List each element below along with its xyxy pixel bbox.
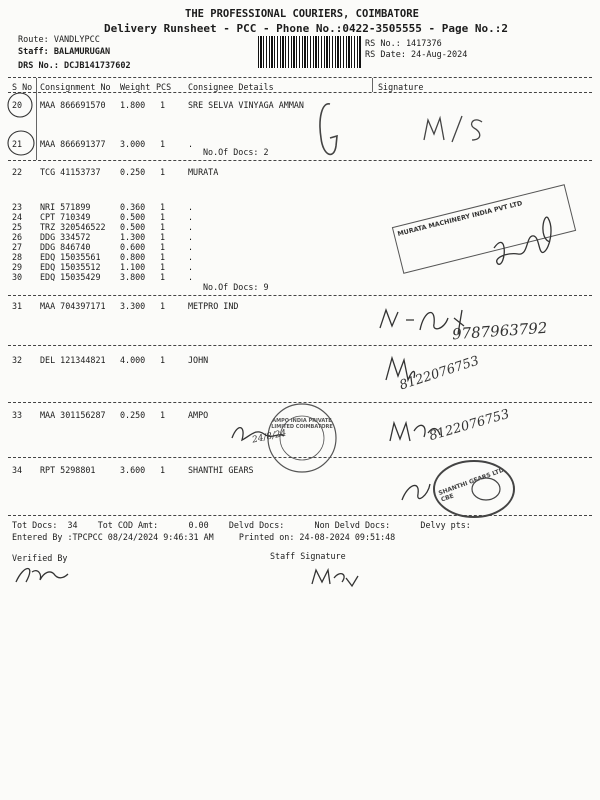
row-sno: 32 xyxy=(12,355,23,365)
staff: Staff: BALAMURUGAN xyxy=(18,47,111,57)
shanthi-signature xyxy=(396,470,436,510)
handwritten-phone-2: 8122076753 xyxy=(397,353,482,394)
row-consignee: JOHN xyxy=(188,355,209,365)
drs-number: DRS No.: DCJB141737602 xyxy=(18,61,131,71)
row-weight: 0.500 xyxy=(120,212,146,222)
murata-stamp: MURATA MACHINERY INDIA PVT LTD xyxy=(392,184,576,274)
row-sno: 23 xyxy=(12,202,23,212)
row-pcs: 1 xyxy=(160,252,166,262)
row-weight: 3.000 xyxy=(120,139,146,149)
row-consignment: CPT 710349 xyxy=(40,212,91,222)
row-pcs: 1 xyxy=(160,272,166,282)
totals-line: Tot Docs: 34 Tot COD Amt: 0.00 Delvd Docs: Non Delvd Docs: Delvy pts: xyxy=(12,520,471,530)
row-pcs: 1 xyxy=(160,202,166,212)
docs-count-note: No.Of Docs: 2 xyxy=(203,147,269,157)
col-divider xyxy=(372,78,373,92)
row-consignee: SRE SELVA VINYAGA AMMAN xyxy=(188,100,304,110)
row-sno: 33 xyxy=(12,410,23,420)
rs-date: RS Date: 24-Aug-2024 xyxy=(365,50,468,60)
row-sno: 31 xyxy=(12,301,23,311)
row-pcs: 1 xyxy=(160,262,166,272)
row-sno: 28 xyxy=(12,252,23,262)
staff-signature xyxy=(308,564,368,594)
row-pcs: 1 xyxy=(160,301,166,311)
row-sno: 22 xyxy=(12,167,23,177)
row-consignment: MAA 301156287 xyxy=(40,410,106,420)
route: Route: VANDLYPCC xyxy=(18,35,100,45)
row-consignment: DDG 334572 xyxy=(40,232,91,242)
row-weight: 1.100 xyxy=(120,262,146,272)
row-consignment: EDQ 15035429 xyxy=(40,272,101,282)
row-weight: 4.000 xyxy=(120,355,146,365)
col-header-pcs: PCS xyxy=(156,82,172,92)
row-pcs: 1 xyxy=(160,212,166,222)
row-pcs: 1 xyxy=(160,242,166,252)
row-weight: 0.500 xyxy=(120,222,146,232)
table-header-rule xyxy=(8,92,592,93)
row-pcs: 1 xyxy=(160,355,166,365)
row-weight: 0.250 xyxy=(120,410,146,420)
row-pcs: 1 xyxy=(160,100,166,110)
row-consignment: DDG 846740 xyxy=(40,242,91,252)
row-separator xyxy=(8,295,592,296)
row-consignment: MAA 866691570 xyxy=(40,100,106,110)
ampo-stamp-text: AMPO INDIA PRIVATE LIMITED COIMBATORE xyxy=(271,418,333,430)
row-consignment: MAA 866691377 xyxy=(40,139,106,149)
row-consignment: DEL 121344821 xyxy=(40,355,106,365)
row-weight: 0.360 xyxy=(120,202,146,212)
handwritten-initial xyxy=(312,98,352,168)
row-sno: 30 xyxy=(12,272,23,282)
shanthi-stamp-text: SHANTHI GEARS LTD CBE xyxy=(437,466,505,504)
handwritten-phone-3: 8122076753 xyxy=(427,406,512,445)
row-sno: 24 xyxy=(12,212,23,222)
row-consignee: MURATA xyxy=(188,167,219,177)
row-weight: 3.300 xyxy=(120,301,146,311)
row-consignee: . xyxy=(188,272,194,282)
row-sno: 29 xyxy=(12,262,23,272)
row-consignee: . xyxy=(188,222,194,232)
col-header-sno: S No xyxy=(12,82,33,92)
col-header-consignment: Consignment No xyxy=(40,82,111,92)
row-weight: 3.800 xyxy=(120,272,146,282)
row-pcs: 1 xyxy=(160,410,166,420)
docs-count-note: No.Of Docs: 9 xyxy=(203,282,269,292)
rs-number: RS No.: 1417376 xyxy=(365,39,442,49)
row-separator xyxy=(8,160,592,161)
murata-signature xyxy=(488,208,568,278)
ms-handwritten xyxy=(420,112,456,136)
row-consignment: TCG 41153737 xyxy=(40,167,101,177)
row-consignment: MAA 704397171 xyxy=(40,301,106,311)
row-sno: 34 xyxy=(12,465,23,475)
row-consignee: . xyxy=(188,232,194,242)
row-sno: 20 xyxy=(12,100,23,110)
row-weight: 0.250 xyxy=(120,167,146,177)
row-weight: 0.600 xyxy=(120,242,146,252)
row-pcs: 1 xyxy=(160,232,166,242)
verifier-signature xyxy=(12,560,72,590)
row-weight: 1.800 xyxy=(120,100,146,110)
row-consignee: . xyxy=(188,202,194,212)
row-weight: 3.600 xyxy=(120,465,146,475)
entered-by-line: Entered By :TPCPCC 08/24/2024 9:46:31 AM Printed on: 24-08-2024 09:51:48 xyxy=(12,532,396,542)
runsheet-subtitle: Delivery Runsheet - PCC - Phone No.:0422-3505555 - Page No.:2 xyxy=(104,22,508,35)
row-consignee: METPRO IND xyxy=(188,301,239,311)
row-consignment: NRI 571899 xyxy=(40,202,91,212)
row-weight: 1.300 xyxy=(120,232,146,242)
row-sno: 25 xyxy=(12,222,23,232)
row-consignment: EDQ 15035512 xyxy=(40,262,101,272)
row-separator xyxy=(8,345,592,346)
row-pcs: 1 xyxy=(160,139,166,149)
row-pcs: 1 xyxy=(160,465,166,475)
row-consignee: . xyxy=(188,252,194,262)
row-consignee: AMPO xyxy=(188,410,209,420)
row-consignment: EDQ 15035561 xyxy=(40,252,101,262)
row-pcs: 1 xyxy=(160,167,166,177)
row-consignee: . xyxy=(188,242,194,252)
row-consignee: SHANTHI GEARS xyxy=(188,465,254,475)
handwritten-date: 24/8/24 xyxy=(251,428,288,446)
company-name: THE PROFESSIONAL COURIERS, COIMBATORE xyxy=(185,8,419,20)
row-consignee: . xyxy=(188,139,194,149)
verified-by-label: Verified By xyxy=(12,553,68,563)
col-header-consignee: Consignee Details xyxy=(188,82,274,92)
row-sno: 27 xyxy=(12,242,23,252)
row-consignee: . xyxy=(188,212,194,222)
barcode xyxy=(258,36,361,68)
row-weight: 0.800 xyxy=(120,252,146,262)
handwritten-phone-1: 9787963792 xyxy=(451,318,548,344)
row-pcs: 1 xyxy=(160,222,166,232)
circle-marks xyxy=(4,92,44,162)
row-consignment: RPT 5298801 xyxy=(40,465,96,475)
staff-signature-label: Staff Signature xyxy=(270,551,346,561)
row-consignee: . xyxy=(188,262,194,272)
row-sno: 21 xyxy=(12,139,23,149)
col-header-weight: Weight xyxy=(120,82,151,92)
row-consignment: TRZ 320546522 xyxy=(40,222,106,232)
table-top-rule xyxy=(8,77,592,78)
col-header-signature: Signature xyxy=(378,82,424,92)
row-sno: 26 xyxy=(12,232,23,242)
